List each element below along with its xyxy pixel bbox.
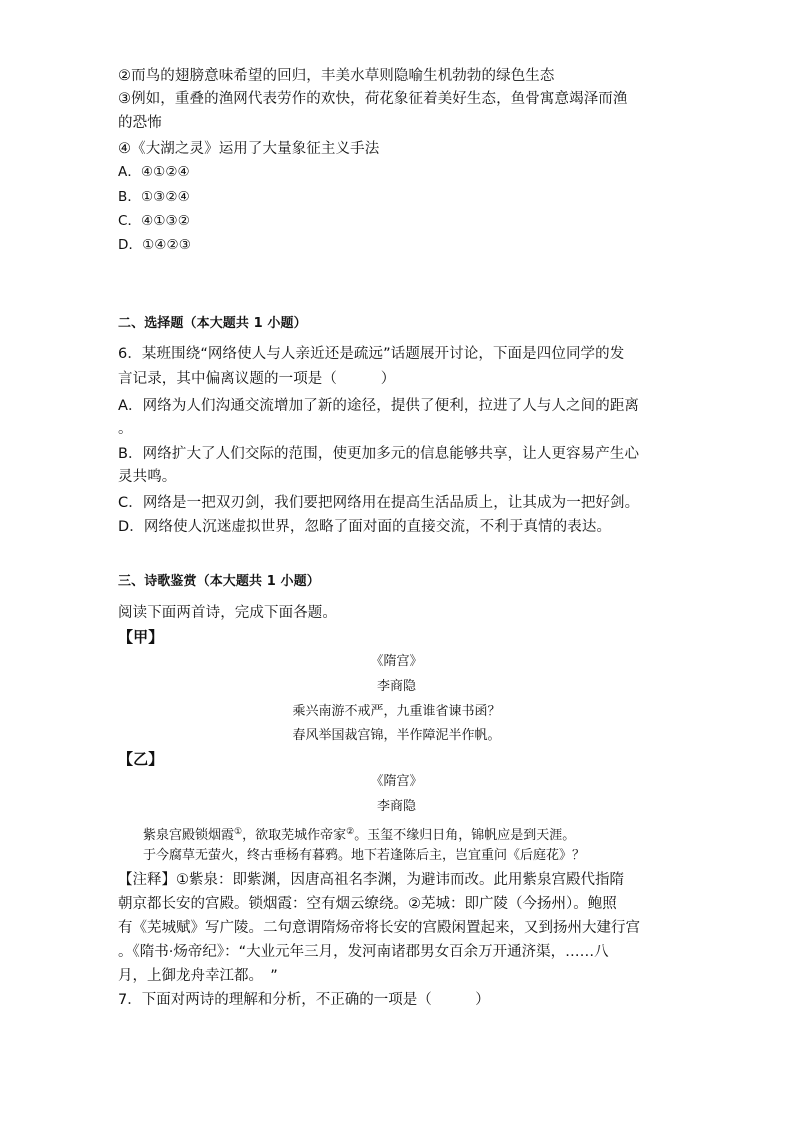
footnote-ref-2: ② <box>346 827 355 837</box>
annotation-line-1: 【注释】①紫泉：即紫渊，因唐高祖名李渊，为避讳而改。此用紫泉宫殿代指隋 <box>118 872 624 888</box>
annotation-line-4: 。《隋书·炀帝纪》：“大业元年三月，发河南诸郡男女百余万开通济渠，……八 <box>118 944 609 960</box>
poem-jia-line-2: 春风举国裁宫锦，半作障泥半作帆。 <box>292 728 501 743</box>
annotation-line-3: 有《芜城赋》写广陵。二句意谓隋炀帝将长安的宫殿闲置起来，又到扬州大建行宫 <box>118 920 640 936</box>
q5-option-a: A．④①②④ <box>118 164 190 180</box>
q6-option-a: A．网络为人们沟通交流增加了新的途径，提供了便利，拉进了人与人之间的距离 <box>118 398 640 414</box>
q6-stem-line-1: 6．某班围绕“网络使人与人亲近还是疏远”话题展开讨论，下面是四位同学的发 <box>118 346 625 362</box>
poem-jia-author: 李商隐 <box>376 679 416 694</box>
q5-sentence-3: ③例如，重叠的渔网代表劳作的欢快，荷花象征着美好生态，鱼骨寓意竭泽而渔 <box>118 91 628 107</box>
q6-stem-line-2: 言记录，其中偏离议题的一项是（ ） <box>118 371 396 387</box>
footnote-ref-1: ① <box>234 827 243 837</box>
poem-yi-line-2: 于今腐草无萤火，终古垂杨有暮鸦。地下若逢陈后主，岂宜重问《后庭花》？ <box>143 848 586 863</box>
poem-yi-author: 李商隐 <box>376 799 416 814</box>
section-3-heading: 三、诗歌鉴赏（本大题共 1 小题） <box>118 574 320 589</box>
q6-option-b: B．网络扩大了人们交际的范围，使更加多元的信息能够共享，让人更容易产生心 <box>118 446 640 462</box>
q7-stem: 7．下面对两诗的理解和分析，不正确的一项是（ ） <box>118 992 490 1008</box>
poem-yi-line-1-part-a: 紫泉宫殿锁烟霞 <box>143 828 235 843</box>
section-2-heading: 二、选择题（本大题共 1 小题） <box>118 316 307 331</box>
poem-jia-label: 【甲】 <box>118 628 164 646</box>
annotation-line-2: 朝京都长安的宫殿。锁烟霞：空有烟云缭绕。②芜城：即广陵（今扬州）。鲍照 <box>118 896 617 912</box>
q5-option-d: D．①④②③ <box>118 237 191 253</box>
poem-intro: 阅读下面两首诗，完成下面各题。 <box>118 605 337 621</box>
q5-sentence-4: ④《大湖之灵》运用了大量象征主义手法 <box>118 141 380 157</box>
poem-yi-line-1-part-b: ，欲取芜城作帝家 <box>242 828 347 843</box>
q6-option-b-cont: 灵共鸣。 <box>118 469 177 485</box>
poem-yi-line-1-part-c: 。玉玺不缘归日角，锦帆应是到天涯。 <box>354 828 576 843</box>
q5-option-b: B．①③②④ <box>118 189 190 205</box>
annotation-line-5: 月，上御龙舟幸江都。 ” <box>118 968 278 984</box>
poem-jia-title: 《隋宫》 <box>370 654 423 669</box>
q5-sentence-2: ②而鸟的翅膀意味希望的回归，丰美水草则隐喻生机勃勃的绿色生态 <box>118 68 555 84</box>
poem-jia-line-1: 乘兴南游不戒严，九重谁省谏书函？ <box>292 704 501 719</box>
q5-sentence-3-cont: 的恐怖 <box>118 115 162 131</box>
q6-option-c: C．网络是一把双刃剑，我们要把网络用在提高生活品质上，让其成为一把好剑。 <box>118 495 640 511</box>
q6-option-d: D．网络使人沉迷虚拟世界，忽略了面对面的直接交流，不利于真情的表达。 <box>118 519 612 535</box>
q5-option-c: C．④①③② <box>118 213 190 229</box>
poem-yi-line-1 <box>143 823 575 845</box>
poem-yi-label: 【乙】 <box>118 750 164 768</box>
q6-option-a-cont: 。 <box>118 421 133 437</box>
poem-yi-title: 《隋宫》 <box>370 774 423 789</box>
